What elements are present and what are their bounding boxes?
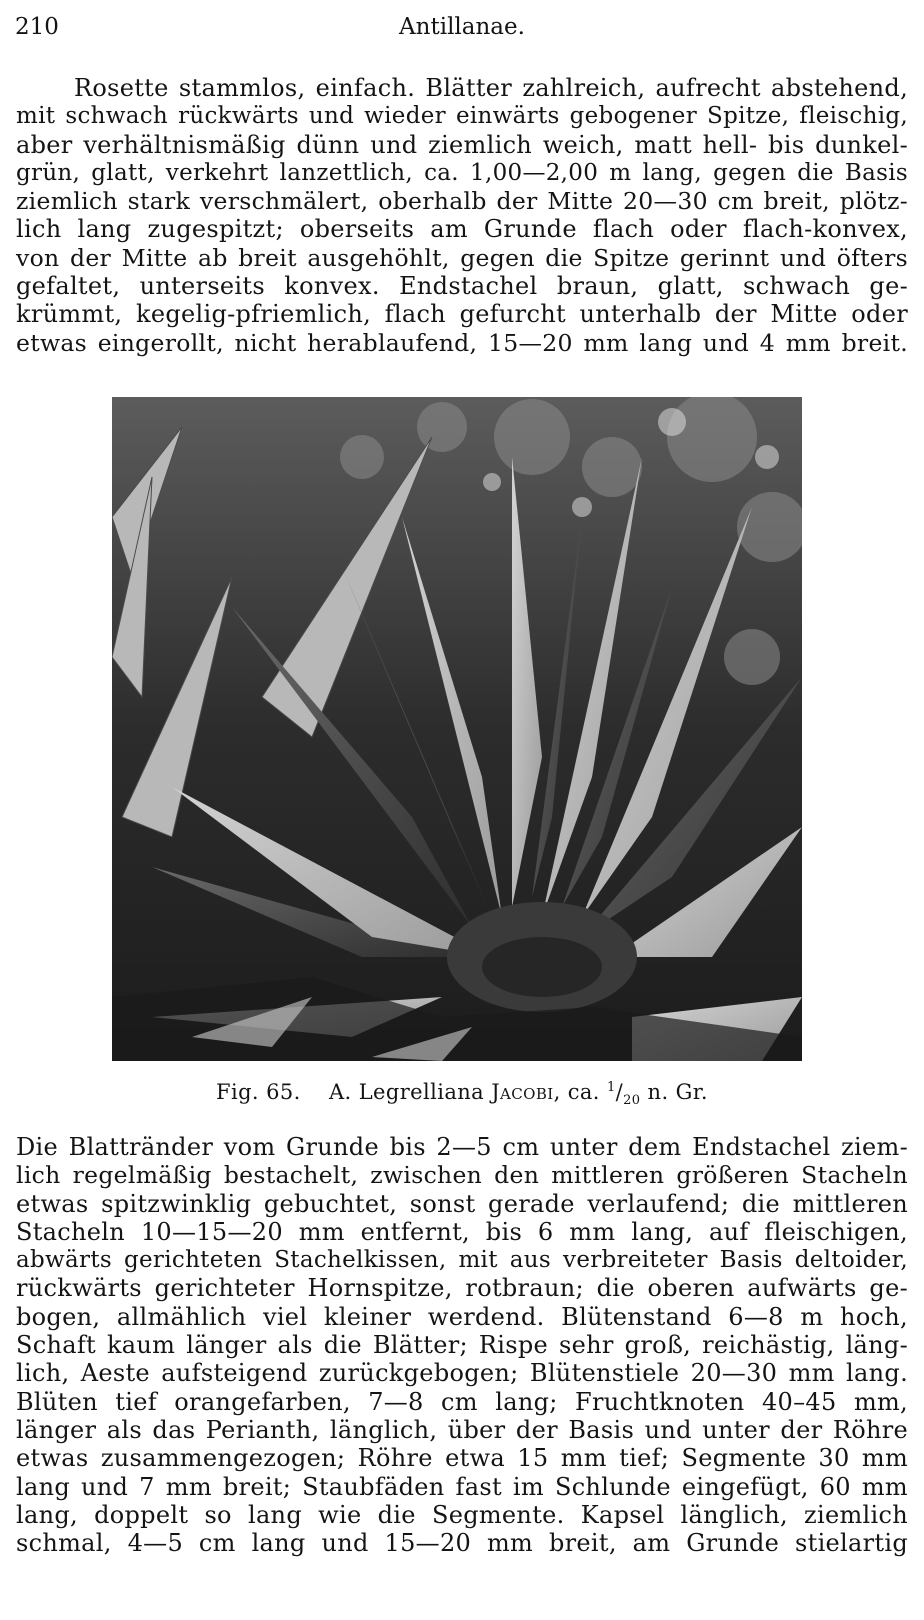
text-line: mit schwach rückwärts und wieder einwärts gebogener Spitze, fleischig, (16, 103, 908, 130)
page-number: 210 (15, 14, 59, 40)
text-line: lang, doppelt so lang wie die Segmente. Kapsel länglich, ziemlich (16, 1500, 908, 1529)
figure-caption: Fig. 65. A. Legrelliana Jacobi, ca. $^1/_{20}$ n. Gr. (215, 1080, 708, 1109)
caption-figure-number: Fig. 65. (215, 1080, 301, 1104)
paragraph-2 (16, 1133, 908, 1557)
text-line: lich, Aeste aufsteigend zurückgebogen; Blütenstiele 20—30 mm lang. (16, 1359, 908, 1388)
agave-photograph (112, 397, 802, 1061)
text-line: Blüten tief orangefarben, 7—8 cm lang; Fruchtknoten 40–45 mm, (16, 1387, 908, 1416)
running-head: Antillanae. (399, 14, 525, 40)
agave-illustration (112, 397, 802, 1061)
text-line: etwas spitzwinklig gebuchtet, sonst gerade verlaufend; die mittleren (16, 1189, 908, 1218)
text-line: Stacheln 10—15—20 mm entfernt, bis 6 mm lang, auf fleischigen, (16, 1217, 908, 1246)
text-line: lich lang zugespitzt; oberseits am Grunde flach oder flach-konvex, (16, 215, 908, 244)
text-line: gefaltet, unterseits konvex. Endstachel braun, glatt, schwach ge- (16, 272, 908, 301)
text-line: länger als das Perianth, länglich, über der Basis und unter der Röhre (16, 1415, 908, 1444)
text-line: etwas zusammengezogen; Röhre etwa 15 mm tief; Segmente 30 mm (16, 1444, 908, 1473)
text-line: lang und 7 mm breit; Staubfäden fast im Schlunde eingefügt, 60 mm (16, 1472, 908, 1501)
text-line: von der Mitte ab breit ausgehöhlt, gegen die Spitze gerinnt und öfters (16, 243, 908, 272)
text-line: aber verhältnismäßig dünn und ziemlich weich, matt hell- bis dunkel- (16, 130, 908, 159)
text-line: Rosette stammlos, einfach. Blätter zahlreich, aufrecht abstehend, (74, 74, 908, 102)
caption-scale-suffix: n. Gr. (647, 1080, 708, 1104)
text-line: krümmt, kegelig-pfriemlich, flach gefurcht unterhalb der Mitte oder (16, 300, 908, 329)
text-line: lich regelmäßig bestachelt, zwischen den mittleren größeren Stacheln (16, 1161, 908, 1190)
caption-author: Jacobi (491, 1080, 554, 1104)
caption-species-name: A. Legrelliana (328, 1080, 485, 1104)
caption-scale-denominator: 20 (623, 1093, 641, 1109)
text-line: rückwärts gerichteter Hornspitze, rotbraun; die oberen aufwärts ge- (16, 1274, 908, 1303)
text-line: etwas eingerollt, nicht herablaufend, 15—20 mm lang und 4 mm breit. (16, 328, 908, 357)
text-line: schmal, 4—5 cm lang und 15—20 mm breit, am Grunde stielartig (16, 1529, 908, 1558)
text-line: grün, glatt, verkehrt lanzettlich, ca. 1,00—2,00 m lang, gegen die Basis (16, 159, 908, 186)
text-line: abwärts gerichteten Stachelkissen, mit aus verbreiteter Basis deltoider, (16, 1247, 908, 1274)
text-line: bogen, allmählich viel kleiner werdend. Blütenstand 6—8 m hoch, (16, 1302, 908, 1331)
text-line: ziemlich stark verschmälert, oberhalb der Mitte 20—30 cm breit, plötz- (16, 187, 908, 216)
text-line: Schaft kaum länger als die Blätter; Rispe sehr groß, reichästig, läng- (16, 1331, 908, 1360)
text-line: Die Blattränder vom Grunde bis 2—5 cm unter dem Endstachel ziem- (16, 1133, 908, 1161)
caption-scale-numerator: 1 (606, 1080, 616, 1095)
caption-scale-prefix: , ca. (553, 1080, 600, 1104)
paragraph-1 (16, 74, 908, 357)
